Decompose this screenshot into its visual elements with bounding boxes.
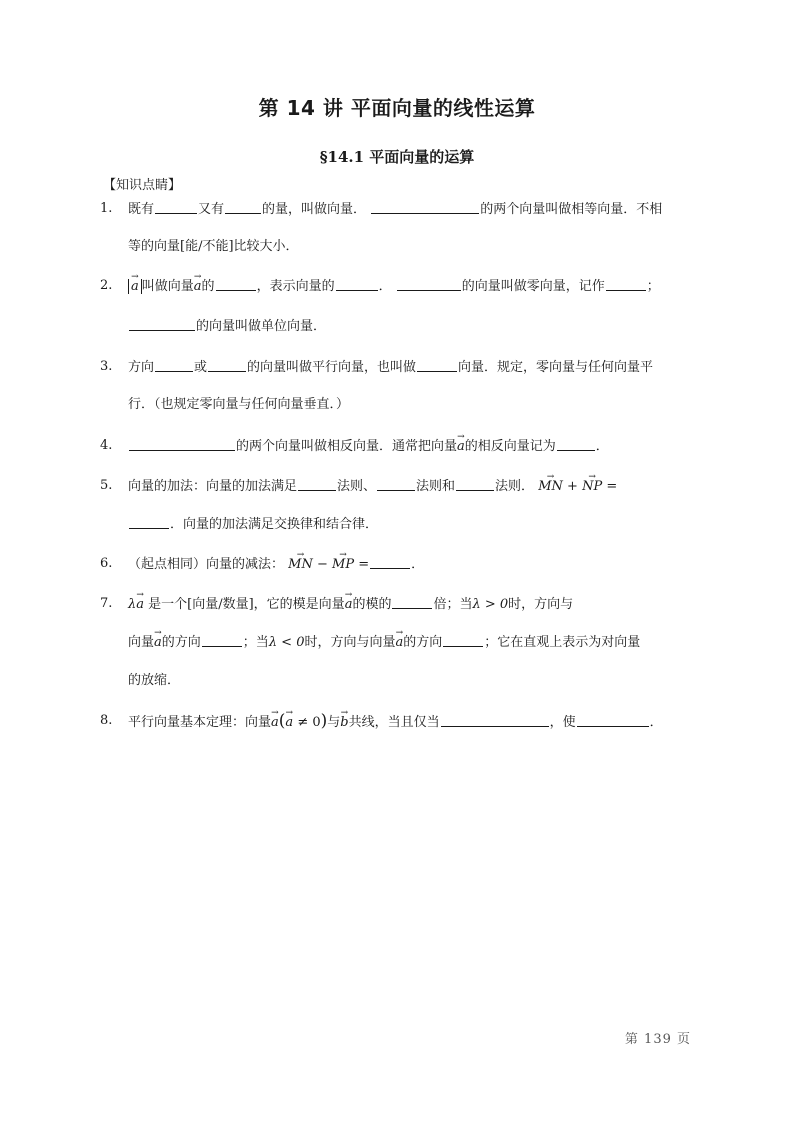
page-number: 第 139 页: [624, 1032, 691, 1047]
text: ；: [646, 279, 660, 294]
text: 时，方向与向量: [304, 635, 396, 650]
item-line-1: [128, 358, 653, 377]
section-title: §14.1 平面向量的运算: [319, 148, 475, 166]
text: 的模的: [352, 597, 392, 612]
text: 平行向量基本定理：向量: [128, 715, 272, 730]
text: ．: [378, 279, 392, 294]
item-line-1: [128, 712, 663, 732]
fill-blank[interactable]: [371, 200, 479, 214]
text: 法则和: [416, 479, 456, 494]
text: ．: [595, 439, 609, 454]
text: 的向量叫做平行向量，也叫做: [247, 360, 417, 375]
vector-a: → a: [396, 634, 404, 652]
knowledge-subheading: 【知识点睛】: [103, 178, 182, 193]
fill-blank[interactable]: [417, 358, 457, 372]
fill-blank[interactable]: [202, 633, 242, 647]
item-line-2: [128, 238, 299, 256]
fill-blank[interactable]: [208, 358, 246, 372]
text: 的两个向量叫做相反向量．通常把向量: [236, 439, 458, 454]
text: 的相反向量记为: [464, 439, 556, 454]
fill-blank[interactable]: [456, 477, 494, 491]
vector-b: → b: [340, 714, 348, 732]
item-line-1: [128, 200, 662, 219]
fill-blank[interactable]: [155, 200, 197, 214]
fill-blank[interactable]: [577, 713, 649, 727]
item-line-1: [128, 477, 617, 496]
fill-blank[interactable]: [441, 713, 549, 727]
text: 叫做向量: [141, 279, 194, 294]
text: 是一个[向量/数量]，它的模是向量: [148, 597, 345, 612]
fill-blank[interactable]: [557, 437, 595, 451]
text: ，表示向量的: [256, 279, 335, 294]
text: 法则．: [495, 479, 535, 494]
item-line-3: [128, 672, 180, 690]
item-number: 1.: [100, 201, 113, 216]
vector-a: → a: [457, 438, 465, 456]
fill-blank[interactable]: [336, 277, 378, 291]
text: ；它在直观上表示为对向量: [484, 635, 641, 650]
text: 的向量叫做零向量，记作: [461, 279, 605, 294]
item-line-1: [128, 595, 573, 614]
vector-a: → a: [154, 634, 162, 652]
item-line-2: [128, 396, 349, 414]
fill-blank[interactable]: [397, 277, 461, 291]
item-number: 7.: [100, 596, 113, 611]
item-line-1: [128, 437, 609, 456]
vector-a: → a: [345, 596, 353, 614]
fill-blank[interactable]: [216, 277, 256, 291]
item-line-2: [128, 317, 326, 336]
lambda-positive-condition: λ > 0: [472, 597, 509, 612]
item-number: 8.: [100, 713, 113, 728]
text: 又有: [198, 202, 225, 217]
text: 时，方向与: [508, 597, 574, 612]
item-number: 2.: [100, 278, 113, 293]
text: 的: [201, 279, 215, 294]
fill-blank[interactable]: [155, 358, 193, 372]
fill-blank[interactable]: [298, 477, 336, 491]
text: ；当: [242, 635, 269, 650]
fill-blank[interactable]: [129, 437, 235, 451]
page-title: 第 14 讲 平面向量的线性运算: [258, 96, 536, 120]
item-line-2: [128, 515, 378, 534]
text: 既有: [128, 202, 155, 217]
fill-blank[interactable]: [443, 633, 483, 647]
vector-a: → a: [194, 278, 202, 296]
item-line-2: [128, 633, 640, 652]
fill-blank[interactable]: [129, 515, 169, 529]
text: 向量: [128, 635, 155, 650]
text: 倍；当: [433, 597, 473, 612]
item-line-1: [128, 555, 424, 574]
item-number: 5.: [100, 478, 113, 493]
vector-difference-expression: → MN − → MP =: [288, 557, 369, 572]
item-line-1: [128, 277, 660, 296]
text: 的方向: [161, 635, 201, 650]
text: ．向量的加法满足交换律和结合律．: [170, 517, 379, 532]
item-number: 4.: [100, 438, 113, 453]
item-number: 3.: [100, 359, 113, 374]
text: （起点相同）向量的减法：: [128, 557, 285, 572]
lambda-negative-condition: λ < 0: [268, 635, 305, 650]
item-number: 6.: [100, 556, 113, 571]
vector-a-nonzero: → a(→ a ≠ 0): [271, 715, 327, 730]
text: 向量．规定，零向量与任何向量平: [458, 360, 654, 375]
text: 法则、: [337, 479, 377, 494]
text: 的两个向量叫做相等向量．不相: [480, 202, 663, 217]
vector-magnitude: → a: [128, 279, 142, 294]
text: 等的向量[能/不能]比较大小．: [128, 239, 299, 254]
text: ．: [411, 557, 425, 572]
fill-blank[interactable]: [606, 277, 646, 291]
fill-blank[interactable]: [370, 555, 410, 569]
text: 行．（也规定零向量与任何向量垂直．）: [128, 397, 350, 412]
text: 与: [327, 715, 341, 730]
text: ．: [649, 715, 663, 730]
fill-blank[interactable]: [392, 595, 432, 609]
text: 向量的加法：向量的加法满足: [128, 479, 298, 494]
text: 方向: [128, 360, 155, 375]
fill-blank[interactable]: [377, 477, 415, 491]
text: 的方向: [403, 635, 443, 650]
fill-blank[interactable]: [225, 200, 261, 214]
text: 共线，当且仅当: [348, 715, 440, 730]
text: 或: [194, 360, 208, 375]
scalar-multiple: λ→ a: [128, 597, 144, 612]
fill-blank[interactable]: [129, 317, 195, 331]
text: ，使: [549, 715, 576, 730]
text: 的量，叫做向量．: [262, 202, 367, 217]
vector-sum-expression: → MN + → NP =: [538, 479, 617, 494]
text: 的放缩．: [128, 673, 181, 688]
text: 的向量叫做单位向量．: [196, 319, 327, 334]
